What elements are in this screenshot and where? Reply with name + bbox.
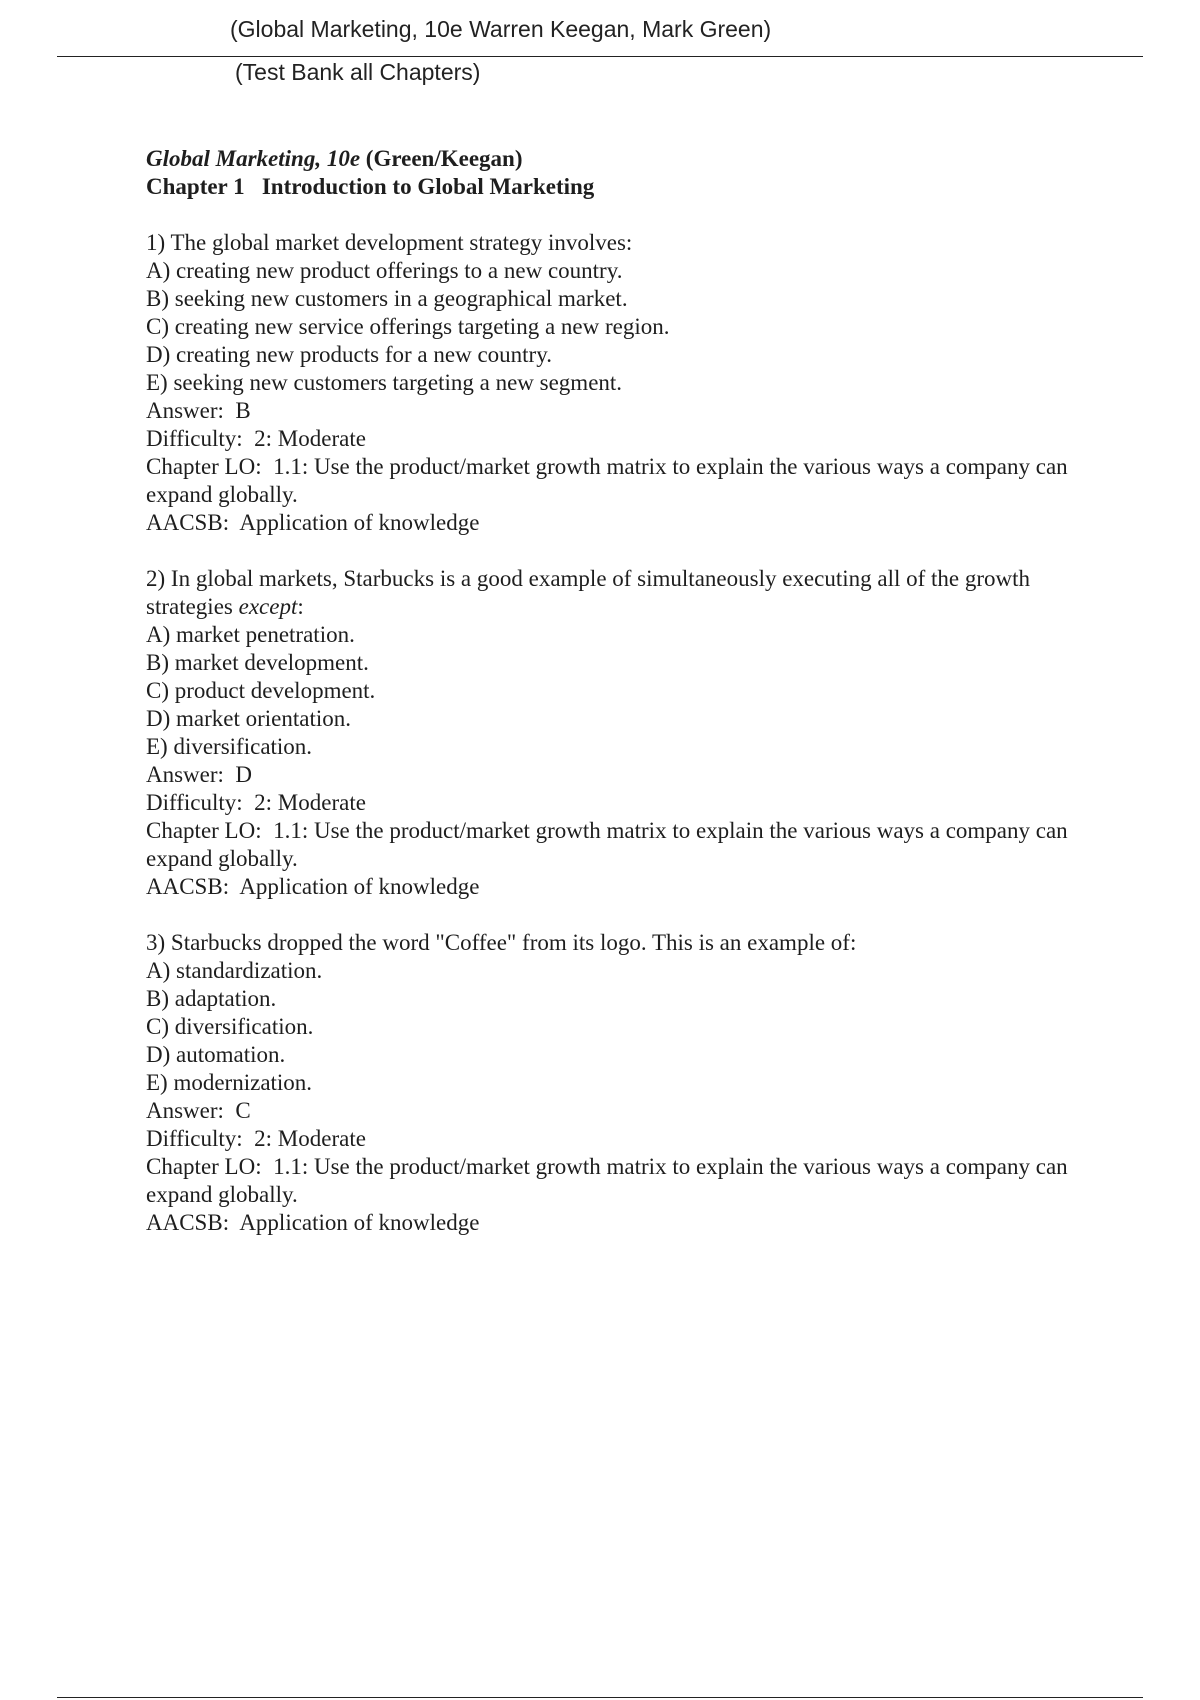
chapter-lo: Chapter LO: 1.1: Use the product/market growth matrix to explain the various ways a company can expand globally. (146, 818, 1074, 871)
book-title: Global Marketing, 10e (146, 146, 361, 171)
answer-key: Answer: D (146, 762, 253, 787)
question-stem: 3) Starbucks dropped the word "Coffee" from its logo. This is an example of: (146, 930, 857, 955)
difficulty: Difficulty: 2: Moderate (146, 426, 366, 451)
answer-option: E) diversification. (146, 734, 313, 759)
answer-option: A) creating new product offerings to a new country. (146, 258, 623, 283)
aacsb: AACSB: Application of knowledge (146, 1210, 480, 1235)
answer-option: E) seeking new customers targeting a new segment. (146, 370, 623, 395)
document-body (146, 145, 1106, 1265)
question-3 (146, 929, 1106, 1237)
answer-option: C) diversification. (146, 1014, 314, 1039)
chapter-lo: Chapter LO: 1.1: Use the product/market growth matrix to explain the various ways a company can expand globally. (146, 1154, 1074, 1207)
difficulty: Difficulty: 2: Moderate (146, 790, 366, 815)
header-book-line: (Global Marketing, 10e Warren Keegan, Mark Green) (230, 16, 772, 42)
document-title (146, 145, 1106, 173)
book-authors: (Green/Keegan) (360, 146, 523, 171)
answer-key: Answer: B (146, 398, 251, 423)
answer-option: E) modernization. (146, 1070, 313, 1095)
chapter-lo: Chapter LO: 1.1: Use the product/market growth matrix to explain the various ways a company can expand globally. (146, 454, 1074, 507)
answer-option: A) standardization. (146, 958, 323, 983)
footer-divider (57, 1697, 1143, 1698)
question-2 (146, 565, 1106, 901)
answer-option: A) market penetration. (146, 622, 355, 647)
answer-option: C) creating new service offerings targeting a new region. (146, 314, 670, 339)
answer-option: D) automation. (146, 1042, 286, 1067)
question-stem: 2) In global markets, Starbucks is a good example of simultaneously executing all of the growth strategies except: (146, 566, 1031, 619)
header-subtitle-line: (Test Bank all Chapters) (235, 59, 481, 85)
answer-option: D) creating new products for a new country. (146, 342, 552, 367)
question-1 (146, 229, 1106, 537)
answer-key: Answer: C (146, 1098, 251, 1123)
answer-option: B) seeking new customers in a geographical market. (146, 286, 628, 311)
aacsb: AACSB: Application of knowledge (146, 874, 480, 899)
difficulty: Difficulty: 2: Moderate (146, 1126, 366, 1151)
answer-option: C) product development. (146, 678, 376, 703)
question-stem: 1) The global market development strategy involves: (146, 230, 633, 255)
page-header (0, 0, 1200, 100)
answer-option: B) market development. (146, 650, 369, 675)
answer-option: B) adaptation. (146, 986, 277, 1011)
answer-option: D) market orientation. (146, 706, 352, 731)
header-divider (57, 56, 1143, 57)
chapter-title: Chapter 1 Introduction to Global Marketing (146, 174, 595, 199)
aacsb: AACSB: Application of knowledge (146, 510, 480, 535)
